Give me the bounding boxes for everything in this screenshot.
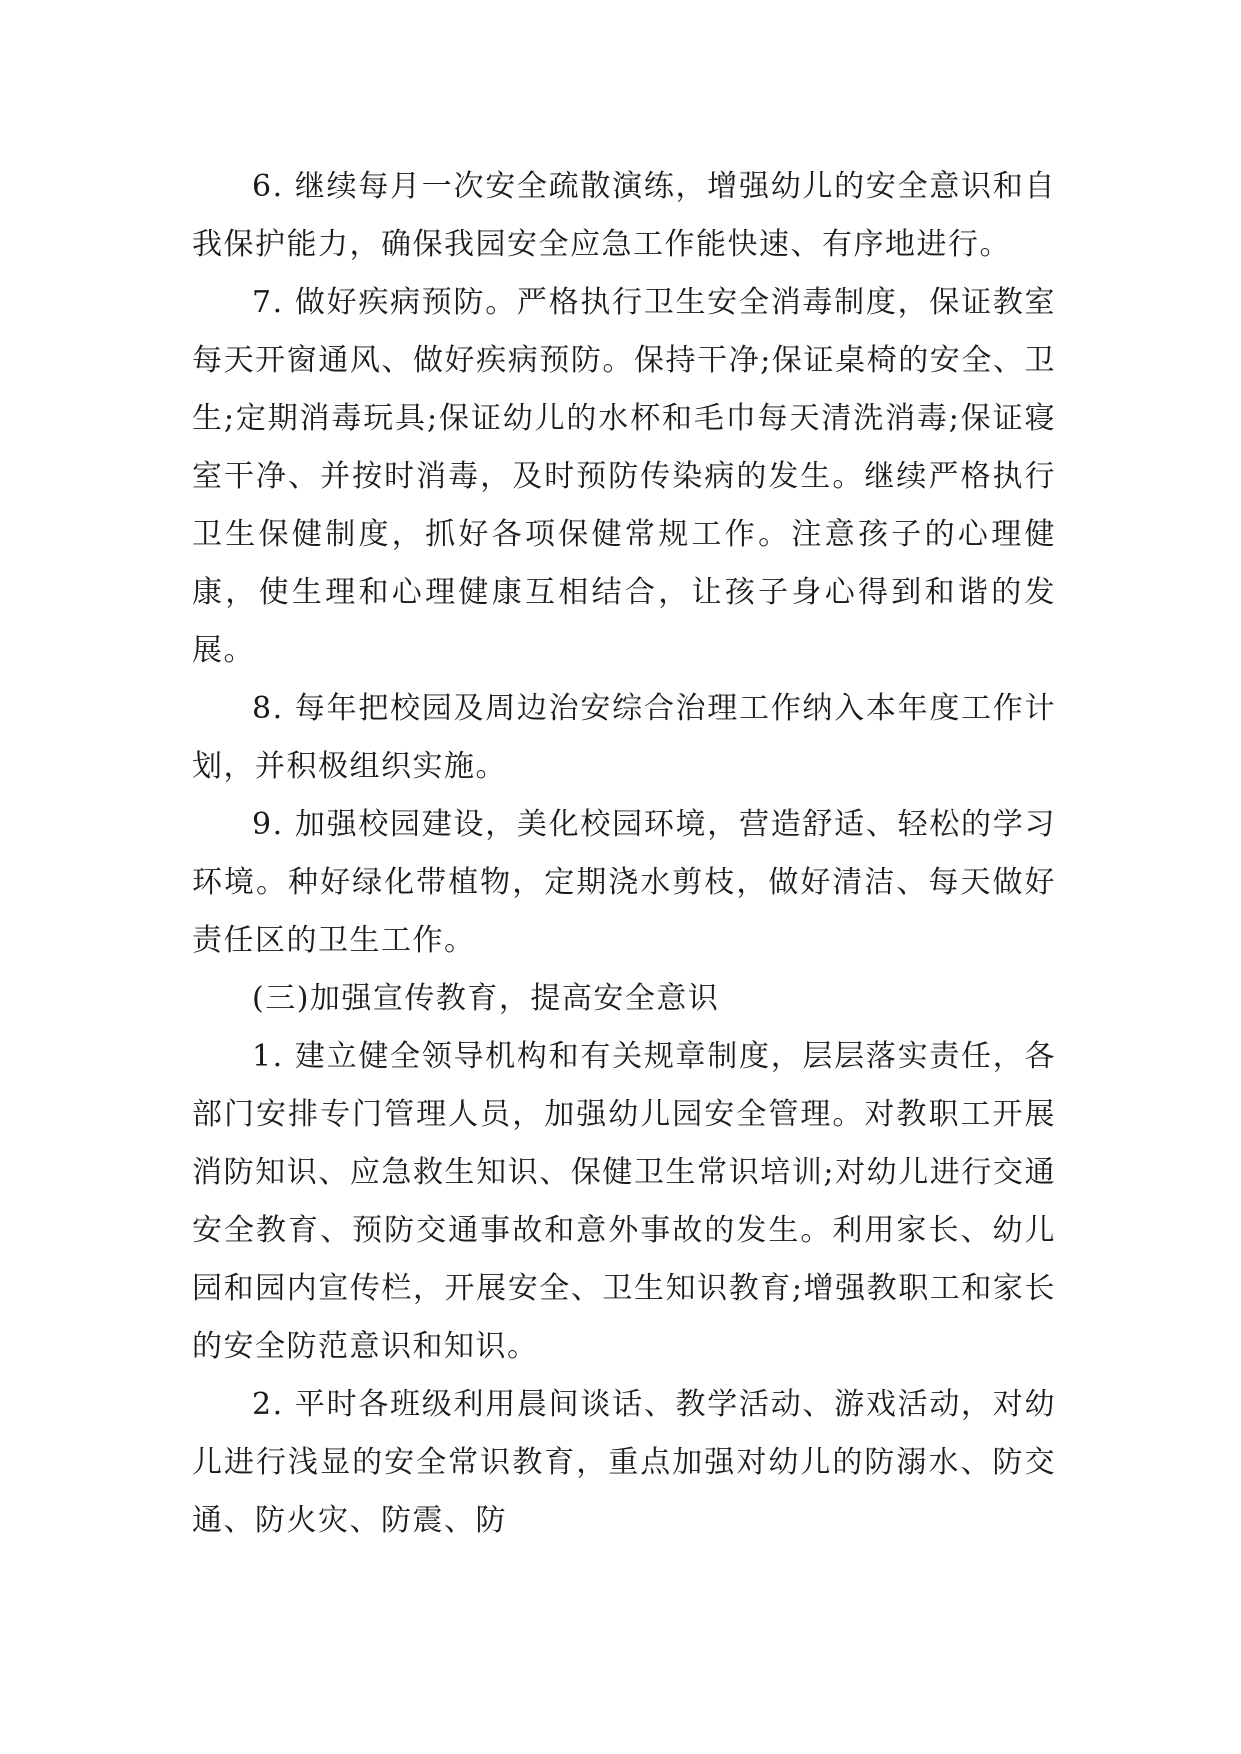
paragraph-item-9: 9. 加强校园建设，美化校园环境，营造舒适、轻松的学习环境。种好绿化带植物，定期浇水剪枝，做好清洁、每天做好责任区的卫生工作。 <box>192 807 1056 958</box>
paragraph-item-8: 8. 每年把校园及周边治安综合治理工作纳入本年度工作计划，并积极组织实施。 <box>192 691 1056 784</box>
paragraph-item-7: 7. 做好疾病预防。严格执行卫生安全消毒制度，保证教室每天开窗通风、做好疾病预防。保持干净;保证桌椅的安全、卫生;定期消毒玩具;保证幼儿的水杯和毛巾每天清洗消毒;保证寝室干净、并按时消毒，及时预防传染病的发生。继续严格执行卫生保健制度，抓好各项保健常规工作。注意孩子的心理健康，使生理和心理健康互相结合，让孩子身心得到和谐的发展。 <box>192 285 1056 668</box>
paragraph-item-6: 6. 继续每月一次安全疏散演练，增强幼儿的安全意识和自我保护能力，确保我园安全应急工作能快速、有序地进行。 <box>192 169 1056 262</box>
paragraph-item-2: 2. 平时各班级利用晨间谈话、教学活动、游戏活动，对幼儿进行浅显的安全常识教育，重点加强对幼儿的防溺水、防交通、防火灾、防震、防 <box>192 1387 1056 1538</box>
paragraph-item-1: 1. 建立健全领导机构和有关规章制度，层层落实责任，各部门安排专门管理人员，加强幼儿园安全管理。对教职工开展消防知识、应急救生知识、保健卫生常识培训;对幼儿进行交通安全教育、预防交通事故和意外事故的发生。利用家长、幼儿园和园内宣传栏，开展安全、卫生知识教育;增强教职工和家长的安全防范意识和知识。 <box>192 1039 1056 1364</box>
section-heading: (三)加强宣传教育，提高安全意识 <box>252 981 720 1016</box>
document-body <box>192 158 1056 1550</box>
